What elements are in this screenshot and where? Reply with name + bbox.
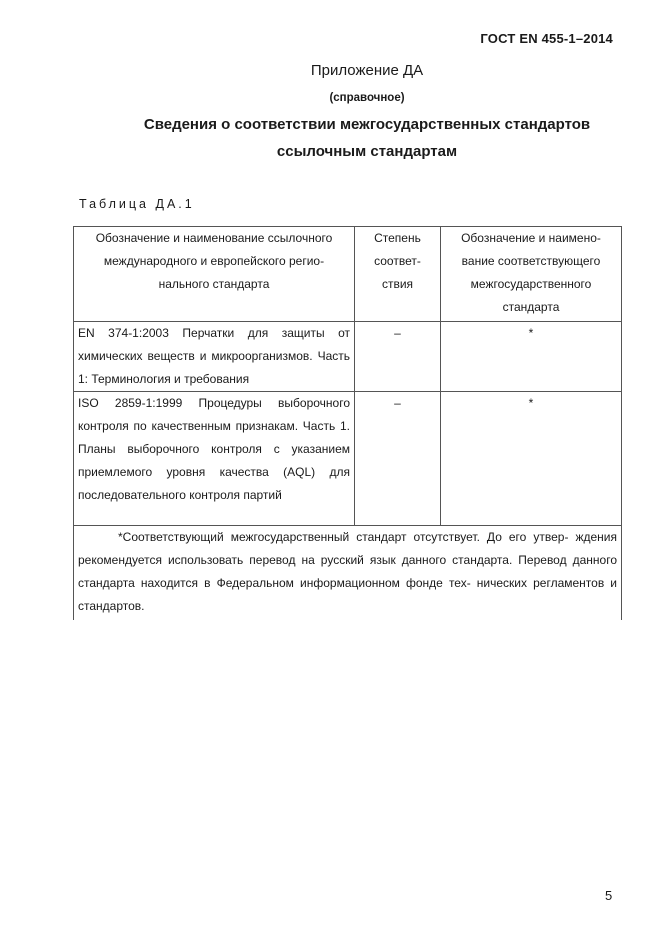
table-footnote: *Соответствующий межгосударственный стандарт отсутствует. До его утвер- ждения рекомендуется использовать перевод на русский язык данного стандарта. Перевод данного стандарта находится в Федеральном информационном фонде тех- нических регламентов и стандартов.	[74, 526, 622, 621]
section-heading	[0, 111, 661, 165]
header-interstate-standard: Обозначение и наимено- вание соответствующего межгосударственного стандарта	[441, 227, 622, 322]
reference-standard-cell: EN 374-1:2003 Перчатки для защиты от химических веществ и микроорганизмов. Часть 1: Терминология и требования	[74, 322, 355, 392]
reference-standard-cell: ISO 2859-1:1999 Процедуры выборочного контроля по качественным признакам. Часть 1. Планы выборочного контроля с указанием приемлемого уровня качества (AQL) для последовательного контроля партий	[74, 392, 355, 526]
header-reference-standard: Обозначение и наименование ссылочного международного и европейского регио- нального стандарта	[74, 227, 355, 322]
section-heading-line-1: Сведения о соответствии межгосударственных стандартов	[143, 116, 591, 133]
standards-correspondence-table	[73, 226, 622, 620]
interstate-standard-cell: *	[441, 392, 622, 526]
table-header-row	[74, 227, 622, 322]
header-degree-of-correspondence: Степень соответ- ствия	[355, 227, 441, 322]
document-code: ГОСТ EN 455-1–2014	[480, 31, 613, 46]
table-note-row	[74, 526, 622, 621]
interstate-standard-cell: *	[441, 322, 622, 392]
degree-cell: –	[355, 322, 441, 392]
table-caption: Таблица ДА.1	[79, 197, 195, 211]
degree-cell: –	[355, 392, 441, 526]
section-heading-line-2: ссылочным стандартам	[276, 143, 458, 160]
table-row	[74, 322, 622, 392]
table-row	[74, 392, 622, 526]
page-number: 5	[605, 888, 613, 903]
annex-subtitle: (справочное)	[329, 92, 405, 104]
annex-title: Приложение ДА	[310, 62, 424, 79]
